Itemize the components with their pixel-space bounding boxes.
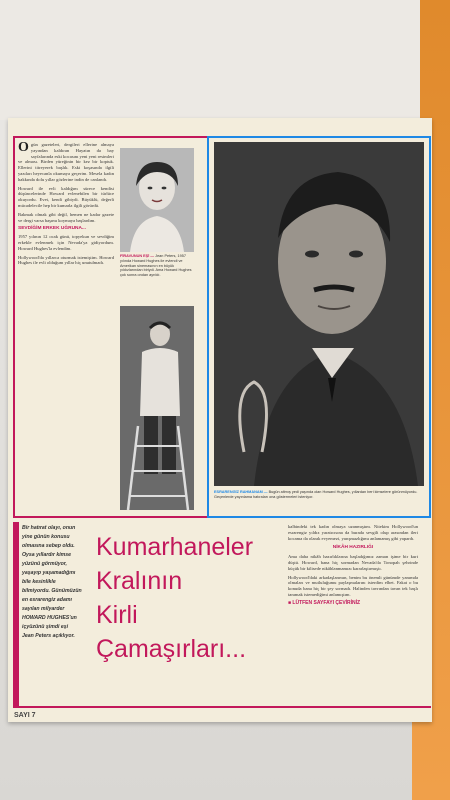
intro-line: yine günün konusu [22,534,70,540]
headline [96,530,286,690]
red-accent-bar [13,522,19,708]
intro-line: en esrarengiz adamı [22,597,72,603]
headline-line: Kralının [96,567,183,595]
background-paper [0,0,420,120]
paragraph: Hollywood'daki arkadaşlarımın, benim bu önemli günümde yanımda olmaları ve mutluluğumu paylaşmalarını isterdim elbet. Fakat o bu konuda bana hiç bir şey sormadı. Halinden tavrından tavan tek başlı tanımak istemediğimi anlamıştım. [288,574,418,597]
paragraph: Bakmak olmak gibi değil, hemen ne kadar gazete ve dergi varsa başımı koymaya başlardım. [18,211,114,223]
caption-lead: FİRAVUNUN EŞİ — [120,254,155,258]
paragraph: Ama daha nikâh hazırlıklarına başladığımız zaman işime bir kurt düştü. Howard, bana hiç sormadan Nevada'da Tonopah şehrinde küçük bir kilisede nikâhlanmamızı kararlaştırmıştı. [288,554,418,571]
continued-note: ■ LÜTFEN SAYFAYI ÇEVİRİNİZ [288,599,361,606]
portrait-woman-photo [120,148,194,252]
intro-text [22,524,88,704]
intro-line: yüzünü görmüyor, [22,561,67,567]
intro-line: içyüzünü şimdi eşi [22,624,69,630]
caption-lead: ESRARENGİZ RAHMANAM — [214,490,268,494]
drop-cap: O [18,142,29,155]
first-paragraph [18,142,114,183]
intro-line: Jean Peters açıklıyor. [22,633,75,639]
paragraph: Howard ile evli kaldığım sürece kendisi düşüncelerinde Howard evlenebilen bir türlüce okuyordu. Evet, kendi gibiydi. Büyüklü, değerli mücadelecile hep bir kumarla ilgili görürdü. [18,185,114,208]
section-subhead: SEVDİĞİM ERKEK UĞRUNA... [18,226,86,232]
intro-line: olmasına sebep oldu. [22,543,75,549]
headline-line: Kirli [96,601,138,629]
man-on-ladder-photo [120,306,194,510]
intro-line: Oysa yıllardır kimse [22,552,72,558]
headline-line: Kumarhaneler [96,533,254,561]
big-photo-caption [214,490,424,512]
bottom-rule [13,706,431,708]
intro-line: yaşayıp yaşamadığını [22,570,76,576]
section-subhead: NİKÂH HAZIRLIĞI [332,545,374,551]
intro-line: bilmiyordu. Günümüzün [22,588,82,594]
paragraph: Hollywood'da yıllarca oturmak istemiştim. Howard Hughes ile evli olduğum yıllar hiç unutulmadı. [18,254,114,266]
caption-text: Jean Peters, 1957 yılında Howard Hughes ile evlendi ve Amerikan sinemasının en büyük yıldızlarından biriydi. Ama Howard Hughes çok sonra ondan ayrıldı. [120,254,192,278]
paragraph-text: gün gazeteleri, dergileri ellerine almaya yayından kaldıran Hayatın da bay sayfalarında eski kocasını yeni yeni resimleri ve alması. Birden yüreğinin bir kez bir koptuk. Ellerini titreyerek başlık. Eski koşasında ilgili yazıları heyecanla okumaya geçerim. Mesela kadın hakkında dolu yıllar gözlerine indin de canlandı. [18,142,114,182]
intro-line: Bir hatırat olayı, onun [22,525,76,531]
intro-line: HOWARD HUGHES'un [22,615,77,621]
headline-line: Çamaşırları... [96,635,247,663]
photo1-caption [120,254,194,304]
paragraph: kalbindeki tek kadın olmaya uzanmıştım. Nitekim Hollywood'un esrarengiz yıldız yaratıcısına da burada sevgili olup arasından ileri kocama da olarak evyemezi, yarışmazlığımı anlamamış gibi yapardı. [288,524,418,541]
portrait-man-photo [214,142,424,486]
intro-line: bile kesinlikle [22,579,56,585]
paragraph: 1957 yılının 12 ocak günü, topyekun ve sevdiğim erkekle evlenmek için Nevada'ya gidiyordum. Howard Hughes'la evlendim. [18,234,114,251]
right-article-column [288,524,418,700]
intro-line: sayılan milyarder [22,606,65,612]
left-article-column [18,142,114,510]
caption-text: Bugün altmış yedi yaşında olan Howard Hughes, yıllardan beri kimselere görünmüyordu. Geçenlerde yayınlama hatıraları ona göstermeleri isteniyor. [214,490,418,499]
page-number: SAYI 7 [14,712,36,719]
